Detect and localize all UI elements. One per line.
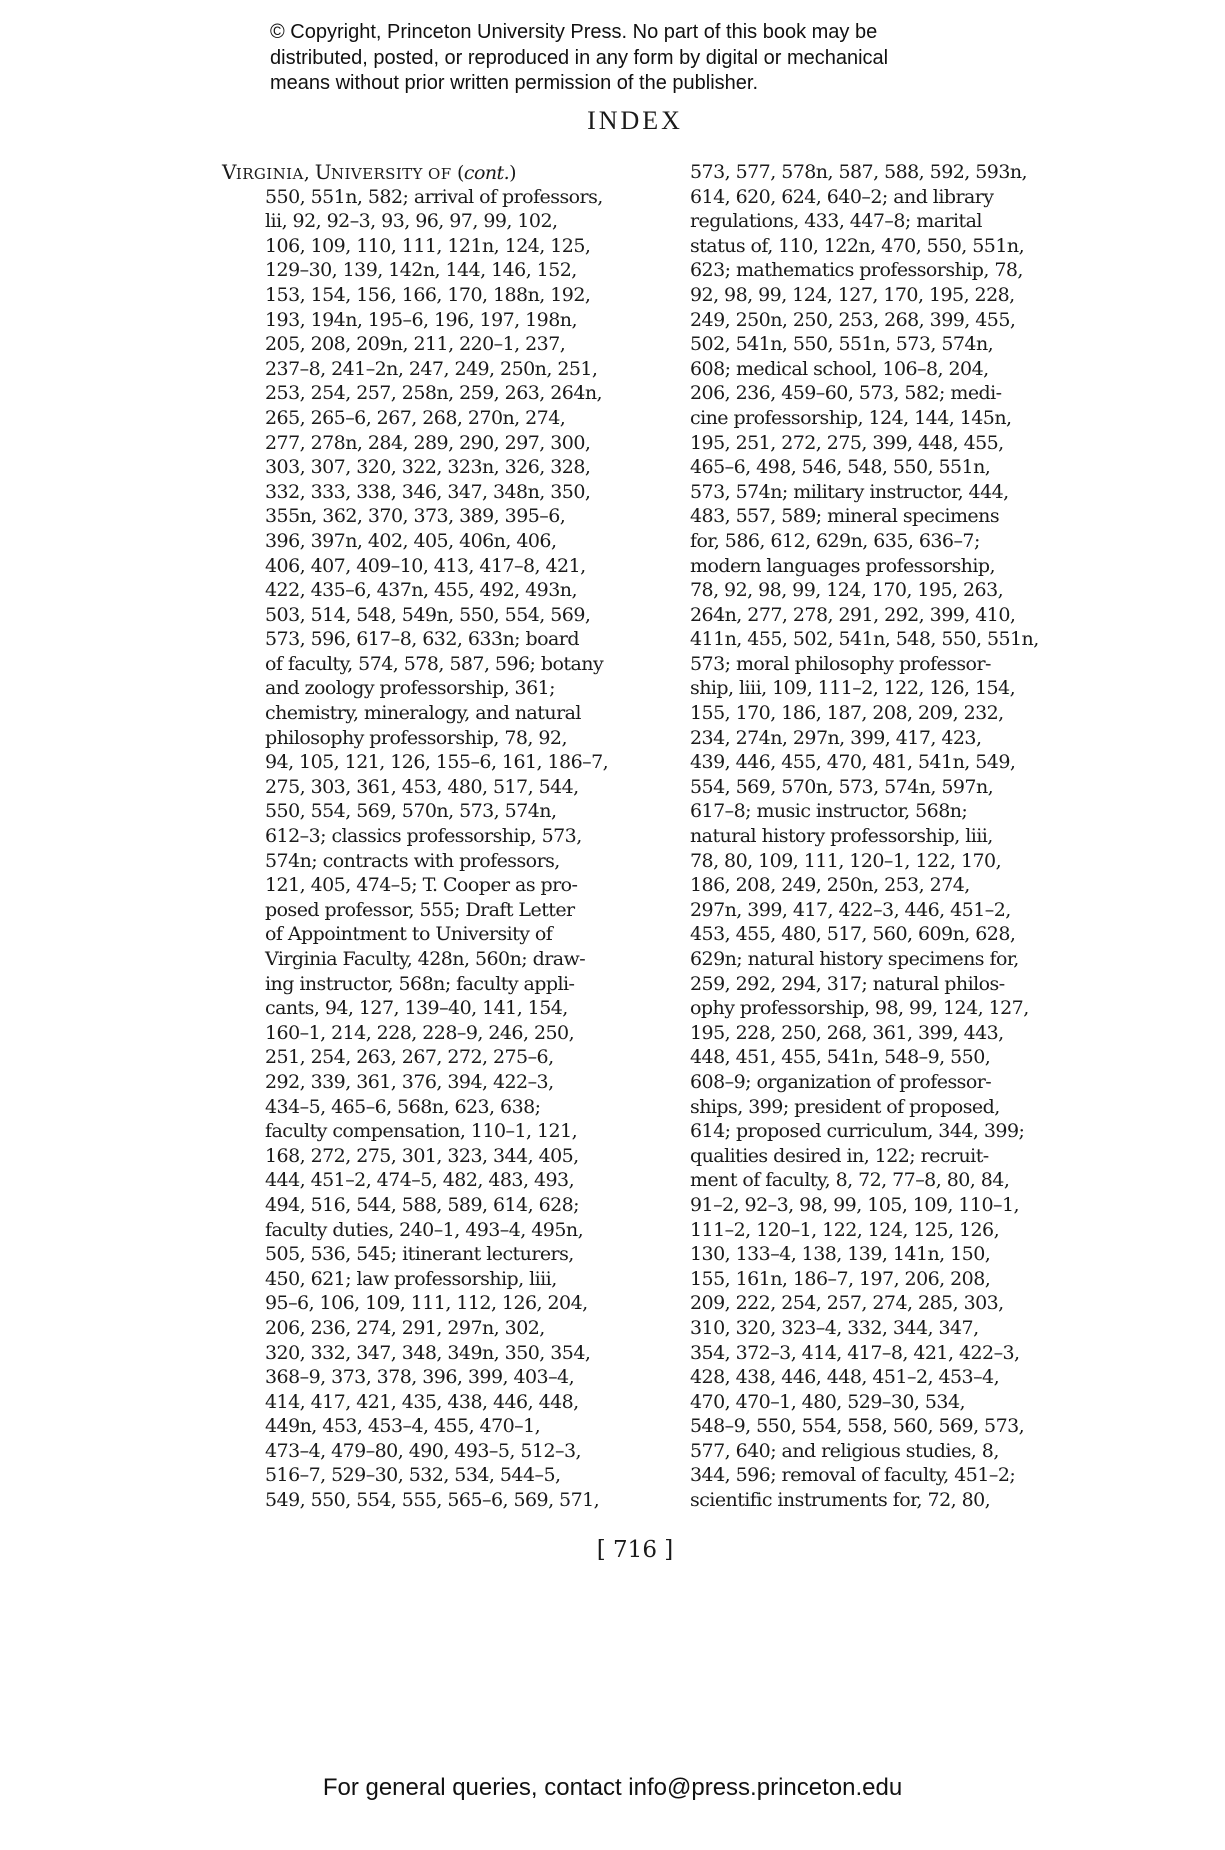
- index-line: 617–8; music instructor, 568n;: [690, 800, 968, 823]
- index-line: faculty duties, 240–1, 493–4, 495n,: [265, 1218, 584, 1241]
- index-line: 549, 550, 554, 555, 565–6, 569, 571,: [265, 1489, 600, 1512]
- index-line: 186, 208, 249, 250n, 253, 274,: [690, 874, 970, 897]
- index-line: ing instructor, 568n; faculty appli-: [265, 972, 575, 995]
- index-entry-lines: [690, 160, 1039, 1513]
- index-line: 608; medical school, 106–8, 204,: [690, 357, 989, 380]
- index-line: 155, 170, 186, 187, 208, 209, 232,: [690, 702, 1004, 725]
- index-line: faculty compensation, 110–1, 121,: [265, 1120, 578, 1143]
- index-line: 396, 397n, 402, 405, 406n, 406,: [265, 529, 557, 552]
- index-line: ment of faculty, 8, 72, 77–8, 80, 84,: [690, 1169, 1010, 1192]
- index-line: regulations, 433, 447–8; marital: [690, 210, 982, 233]
- index-line: 129–30, 139, 142n, 144, 146, 152,: [265, 259, 577, 282]
- index-line: 153, 154, 156, 166, 170, 188n, 192,: [265, 283, 591, 306]
- index-line: 234, 274n, 297n, 399, 417, 423,: [690, 726, 982, 749]
- index-line: 249, 250n, 250, 253, 268, 399, 455,: [690, 308, 1016, 331]
- index-line: 453, 455, 480, 517, 560, 609n, 628,: [690, 923, 1016, 946]
- index-line: 253, 254, 257, 258n, 259, 263, 264n,: [265, 382, 603, 405]
- index-line: 193, 194n, 195–6, 196, 197, 198n,: [265, 308, 577, 331]
- index-line: 206, 236, 274, 291, 297n, 302,: [265, 1316, 545, 1339]
- index-line: 91–2, 92–3, 98, 99, 105, 109, 110–1,: [690, 1193, 1019, 1216]
- index-line: 354, 372–3, 414, 417–8, 421, 422–3,: [690, 1341, 1020, 1364]
- footer-contact: For general queries, contact info@press.princeton.edu: [322, 1774, 903, 1801]
- index-line: 465–6, 498, 546, 548, 550, 551n,: [690, 456, 991, 479]
- index-line: 449n, 453, 453–4, 455, 470–1,: [265, 1415, 541, 1438]
- index-line: 106, 109, 110, 111, 121n, 124, 125,: [265, 234, 591, 257]
- index-line: lii, 92, 92–3, 93, 96, 97, 99, 102,: [265, 210, 558, 233]
- index-entry-heading: VIRGINIA, UNIVERSITY OF (cont.): [222, 160, 517, 184]
- index-line: 195, 228, 250, 268, 361, 399, 443,: [690, 1021, 1004, 1044]
- index-line: 160–1, 214, 228, 228–9, 246, 250,: [265, 1021, 575, 1044]
- index-line: 155, 161n, 186–7, 197, 206, 208,: [690, 1267, 991, 1290]
- index-line: 612–3; classics professorship, 573,: [265, 825, 582, 848]
- index-line: 78, 80, 109, 111, 120–1, 122, 170,: [690, 849, 1002, 872]
- index-line: 550, 554, 569, 570n, 573, 574n,: [265, 800, 557, 823]
- index-line: 303, 307, 320, 322, 323n, 326, 328,: [265, 456, 591, 479]
- index-line: 310, 320, 323–4, 332, 344, 347,: [690, 1316, 979, 1339]
- index-line: ship, liii, 109, 111–2, 122, 126, 154,: [690, 677, 1016, 700]
- index-line: 516–7, 529–30, 532, 534, 544–5,: [265, 1464, 561, 1487]
- index-line: 205, 208, 209n, 211, 220–1, 237,: [265, 333, 566, 356]
- index-line: 130, 133–4, 138, 139, 141n, 150,: [690, 1243, 991, 1266]
- index-column-left: [222, 160, 608, 1513]
- index-line: 614; proposed curriculum, 344, 399;: [690, 1120, 1025, 1143]
- index-line: posed professor, 555; Draft Letter: [265, 898, 575, 921]
- index-line: 574n; contracts with professors,: [265, 849, 560, 872]
- index-line: cants, 94, 127, 139–40, 141, 154,: [265, 997, 568, 1020]
- page-title: INDEX: [587, 106, 683, 135]
- index-line: 355n, 362, 370, 373, 389, 395–6,: [265, 505, 566, 528]
- index-line: 439, 446, 455, 470, 481, 541n, 549,: [690, 751, 1016, 774]
- index-line: 422, 435–6, 437n, 455, 492, 493n,: [265, 579, 577, 602]
- index-line: 78, 92, 98, 99, 124, 170, 195, 263,: [690, 579, 1004, 602]
- index-line: 344, 596; removal of faculty, 451–2;: [690, 1464, 1016, 1487]
- index-line: 320, 332, 347, 348, 349n, 350, 354,: [265, 1341, 591, 1364]
- index-line: 251, 254, 263, 267, 272, 275–6,: [265, 1046, 554, 1069]
- index-line: 614, 620, 624, 640–2; and library: [690, 185, 994, 208]
- index-line: 494, 516, 544, 588, 589, 614, 628;: [265, 1193, 580, 1216]
- index-line: 414, 417, 421, 435, 438, 446, 448,: [265, 1390, 579, 1413]
- copyright-line: means without prior written permission of the publisher.: [270, 72, 759, 94]
- index-line: 505, 536, 545; itinerant lecturers,: [265, 1243, 574, 1266]
- index-line: 608–9; organization of professor-: [690, 1070, 992, 1093]
- index-line: 277, 278n, 284, 289, 290, 297, 300,: [265, 431, 591, 454]
- index-line: 406, 407, 409–10, 413, 417–8, 421,: [265, 554, 586, 577]
- index-line: 95–6, 106, 109, 111, 112, 126, 204,: [265, 1292, 588, 1315]
- index-line: 94, 105, 121, 126, 155–6, 161, 186–7,: [265, 751, 609, 774]
- index-line: 503, 514, 548, 549n, 550, 554, 569,: [265, 603, 591, 626]
- index-line: 502, 541n, 550, 551n, 573, 574n,: [690, 333, 994, 356]
- index-line: 368–9, 373, 378, 396, 399, 403–4,: [265, 1366, 575, 1389]
- index-column-right: [690, 160, 1039, 1513]
- index-line: 92, 98, 99, 124, 127, 170, 195, 228,: [690, 283, 1015, 306]
- copyright-notice: [270, 20, 990, 97]
- index-line: 548–9, 550, 554, 558, 560, 569, 573,: [690, 1415, 1025, 1438]
- index-line: Virginia Faculty, 428n, 560n; draw-: [265, 948, 586, 970]
- index-line: 265, 265–6, 267, 268, 270n, 274,: [265, 406, 566, 429]
- index-line: natural history professorship, liii,: [690, 825, 993, 848]
- index-line: of faculty, 574, 578, 587, 596; botany: [265, 652, 604, 675]
- index-line: scientific instruments for, 72, 80,: [690, 1489, 991, 1512]
- index-line: 573; moral philosophy professor-: [690, 652, 991, 675]
- index-line: 121, 405, 474–5; T. Cooper as pro-: [265, 874, 578, 897]
- index-line: qualities desired in, 122; recruit-: [690, 1144, 989, 1167]
- index-line: ships, 399; president of proposed,: [690, 1095, 1000, 1118]
- index-line: 448, 451, 455, 541n, 548–9, 550,: [690, 1046, 991, 1069]
- index-line: philosophy professorship, 78, 92,: [265, 726, 567, 749]
- index-line: ophy professorship, 98, 99, 124, 127,: [690, 997, 1029, 1020]
- index-line: 206, 236, 459–60, 573, 582; medi-: [690, 382, 1002, 405]
- index-line: 573, 574n; military instructor, 444,: [690, 480, 1009, 503]
- index-line: 470, 470–1, 480, 529–30, 534,: [690, 1390, 965, 1413]
- index-line: chemistry, mineralogy, and natural: [265, 702, 581, 725]
- index-line: 264n, 277, 278, 291, 292, 399, 410,: [690, 603, 1016, 626]
- page-number: [ 716 ]: [596, 1537, 674, 1563]
- index-line: 237–8, 241–2n, 247, 249, 250n, 251,: [265, 357, 598, 380]
- index-line: 450, 621; law professorship, liii,: [265, 1267, 557, 1290]
- index-line: 573, 577, 578n, 587, 588, 592, 593n,: [690, 161, 1028, 183]
- index-line: cine professorship, 124, 144, 145n,: [690, 406, 1012, 429]
- index-line: 292, 339, 361, 376, 394, 422–3,: [265, 1070, 554, 1093]
- index-line: 259, 292, 294, 317; natural philos-: [690, 972, 1005, 995]
- index-line: modern languages professorship,: [690, 554, 995, 577]
- index-line: and zoology professorship, 361;: [265, 677, 556, 700]
- index-line: 168, 272, 275, 301, 323, 344, 405,: [265, 1144, 579, 1167]
- index-line: 428, 438, 446, 448, 451–2, 453–4,: [690, 1366, 1000, 1389]
- index-line: 483, 557, 589; mineral specimens: [690, 505, 1000, 528]
- index-line: for, 586, 612, 629n, 635, 636–7;: [690, 529, 980, 552]
- index-line: 209, 222, 254, 257, 274, 285, 303,: [690, 1292, 1004, 1315]
- index-line: status of, 110, 122n, 470, 550, 551n,: [690, 234, 1025, 257]
- index-line: 629n; natural history specimens for,: [690, 948, 1019, 970]
- index-line: of Appointment to University of: [265, 923, 553, 946]
- index-line: 275, 303, 361, 453, 480, 517, 544,: [265, 775, 579, 798]
- index-line: 573, 596, 617–8, 632, 633n; board: [265, 628, 579, 651]
- index-line: 473–4, 479–80, 490, 493–5, 512–3,: [265, 1439, 581, 1462]
- index-line: 195, 251, 272, 275, 399, 448, 455,: [690, 431, 1004, 454]
- index-line: 554, 569, 570n, 573, 574n, 597n,: [690, 775, 994, 798]
- index-line: 332, 333, 338, 346, 347, 348n, 350,: [265, 480, 591, 503]
- copyright-line: © Copyright, Princeton University Press. No part of this book may be: [270, 21, 878, 43]
- index-line: 577, 640; and religious studies, 8,: [690, 1439, 999, 1462]
- index-line: 444, 451–2, 474–5, 482, 483, 493,: [265, 1169, 575, 1192]
- index-entry-lines: [222, 185, 608, 1513]
- index-line: 297n, 399, 417, 422–3, 446, 451–2,: [690, 898, 1011, 921]
- index-line: 434–5, 465–6, 568n, 623, 638;: [265, 1095, 541, 1118]
- index-line: 623; mathematics professorship, 78,: [690, 259, 1023, 282]
- copyright-line: distributed, posted, or reproduced in any form by digital or mechanical: [270, 46, 889, 69]
- index-line: 550, 551n, 582; arrival of professors,: [265, 185, 603, 208]
- index-line: 111–2, 120–1, 122, 124, 125, 126,: [690, 1218, 1000, 1241]
- index-line: 411n, 455, 502, 541n, 548, 550, 551n,: [690, 628, 1039, 651]
